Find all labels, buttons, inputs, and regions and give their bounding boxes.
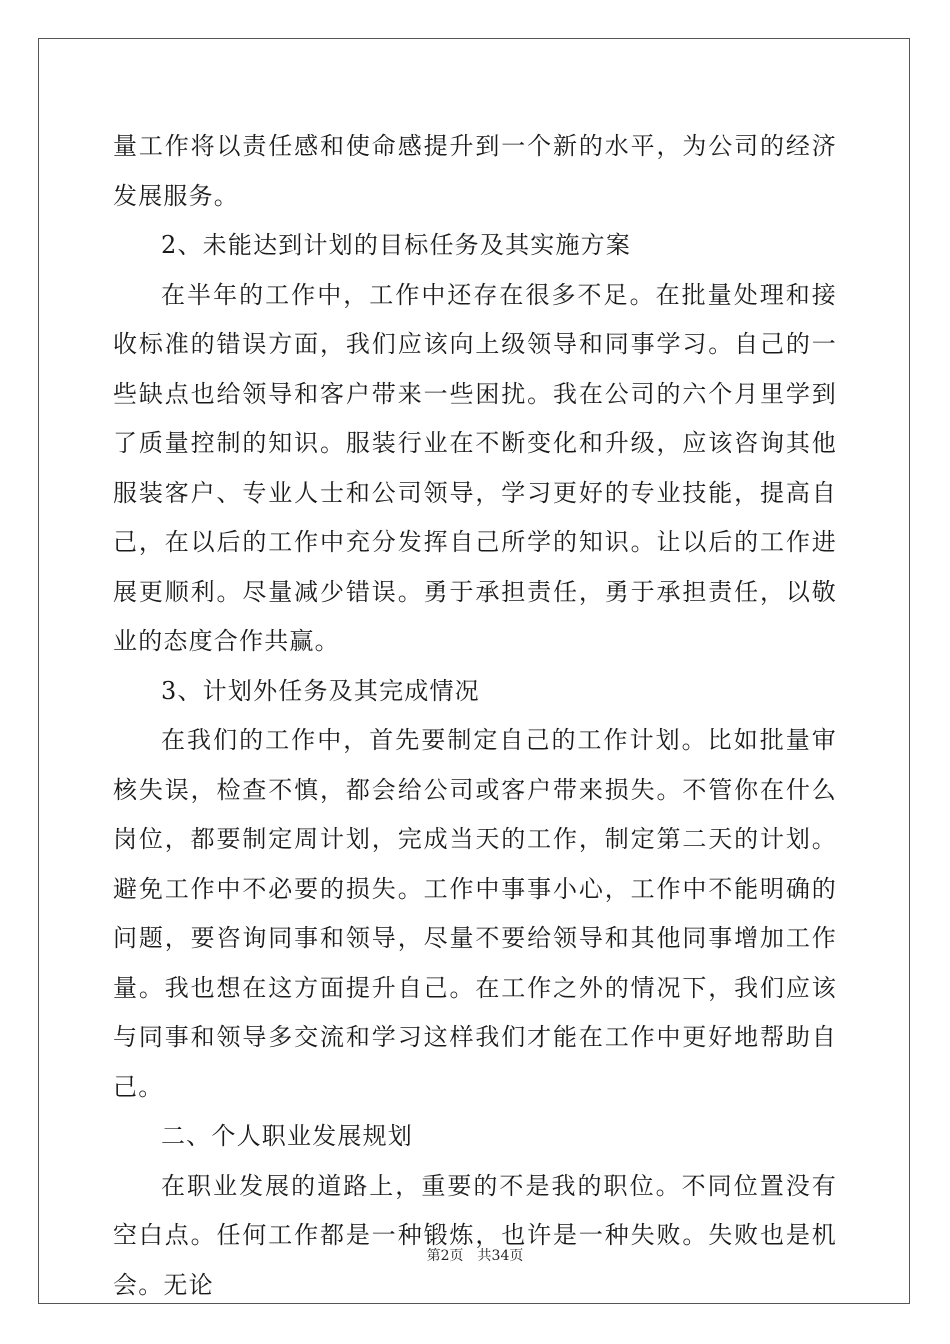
page-footer [0, 1246, 950, 1266]
document-body [113, 122, 837, 1310]
page-number: 第2页 [426, 1248, 464, 1264]
paragraph-work-planning: 在我们的工作中，首先要制定自己的工作计划。比如批量审核失误，检查不慎，都会给公司或客户带来损失。不管你在什么岗位，都要制定周计划，完成当天的工作，制定第二天的计划。避免工作中不必要的损失。工作中事事小心，工作中不能明确的问题，要咨询同事和领导，尽量不要给领导和其他同事增加工作量。我也想在这方面提升自己。在工作之外的情况下，我们应该与同事和领导多交流和学习这样我们才能在工作中更好地帮助自己。 [113, 726, 837, 1101]
paragraph-career-path: 在职业发展的道路上，重要的不是我的职位。不同位置没有空白点。任何工作都是一种锻炼，也许是一种失败。失败也是机会。无论 [113, 1171, 837, 1299]
paragraph-continuation: 量工作将以责任感和使命感提升到一个新的水平，为公司的经济发展服务。 [113, 132, 837, 210]
subheading-unmet-targets: 2、未能达到计划的目标任务及其实施方案 [161, 231, 632, 259]
page-total: 共34页 [477, 1248, 524, 1264]
paragraph-shortcomings: 在半年的工作中，工作中还存在很多不足。在批量处理和接收标准的错误方面，我们应该向上级领导和同事学习。自己的一些缺点也给领导和客户带来一些困扰。我在公司的六个月里学到了质量控制的知识。服装行业在不断变化和升级，应该咨询其他服装客户、专业人士和公司领导，学习更好的专业技能，提高自己，在以后的工作中充分发挥自己所学的知识。让以后的工作进展更顺利。尽量减少错误。勇于承担责任，勇于承担责任，以敬业的态度合作共赢。 [113, 280, 837, 655]
heading-career-plan: 二、个人职业发展规划 [161, 1122, 413, 1150]
subheading-unplanned-tasks: 3、计划外任务及其完成情况 [161, 676, 480, 705]
